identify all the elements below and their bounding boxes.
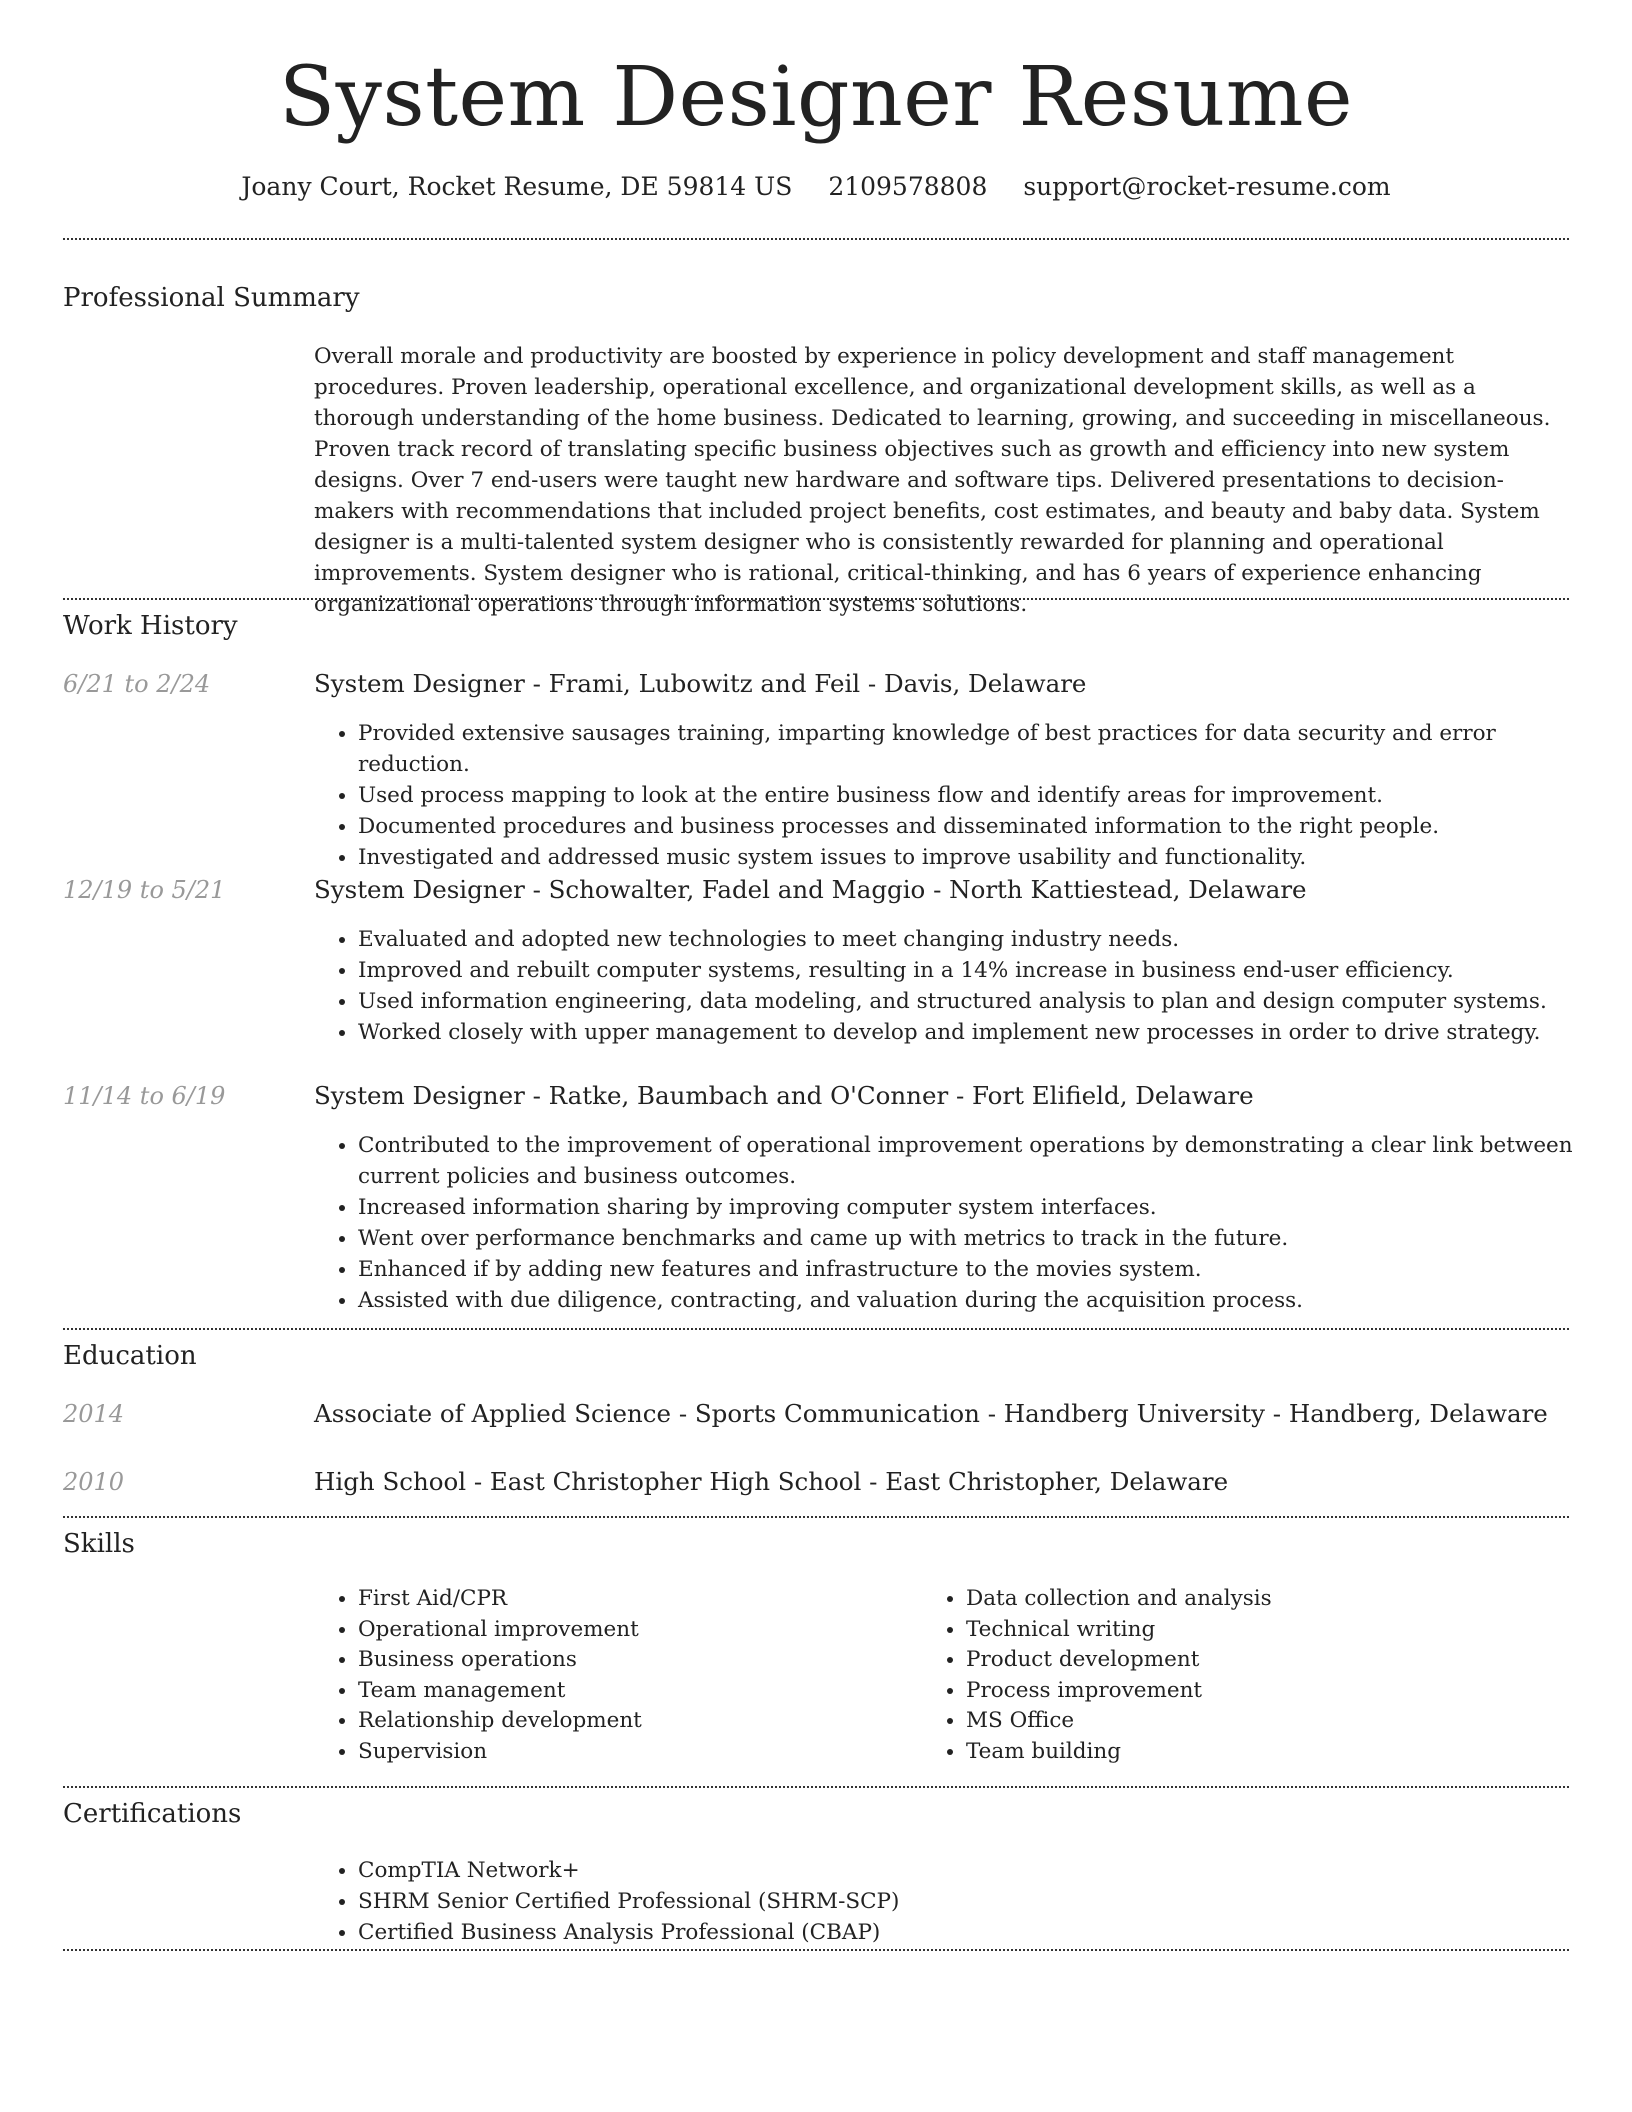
job-bullet: • Enhanced if by adding new features and infrastructure to the movies system. xyxy=(358,1254,1614,1285)
skill-item: • Team management xyxy=(358,1676,918,1707)
skill-item: • Operational improvement xyxy=(358,1615,918,1646)
skill-item: • Supervision xyxy=(358,1737,918,1768)
job-bullet: • Assisted with due diligence, contracting, and valuation during the acquisition process. xyxy=(358,1285,1614,1316)
resume-title: System Designer Resume xyxy=(279,50,1353,145)
job-bullet: • Used information engineering, data modeling, and structured analysis to plan and design computer systems. xyxy=(358,986,1614,1017)
skill-item: • Technical writing xyxy=(966,1615,1566,1646)
job-bullet: • Evaluated and adopted new technologies to meet changing industry needs. xyxy=(358,924,1614,955)
job-bullet: • Provided extensive sausages training, imparting knowledge of best practices for data security and error reduction. xyxy=(358,718,1614,780)
job-bullet: • Investigated and addressed music system issues to improve usability and functionality. xyxy=(358,842,1614,873)
education-entry: High School - East Christopher High School - East Christopher, Delaware xyxy=(314,1467,1229,1496)
skill-item: • Data collection and analysis xyxy=(966,1584,1566,1615)
job-bullet: • Went over performance benchmarks and came up with metrics to track in the future. xyxy=(358,1223,1614,1254)
skill-item: • Business operations xyxy=(358,1645,918,1676)
job-dates: 11/14 to 6/19 xyxy=(63,1082,226,1110)
skill-item: • MS Office xyxy=(966,1706,1566,1737)
job-dates: 12/19 to 5/21 xyxy=(63,876,226,904)
job-bullet: • Increased information sharing by improving computer system interfaces. xyxy=(358,1192,1614,1223)
section-divider xyxy=(63,1949,1569,1951)
contact-line xyxy=(0,170,1632,204)
certification-item: • Certified Business Analysis Professional (CBAP) xyxy=(358,1917,1614,1948)
certification-item: • SHRM Senior Certified Professional (SHRM-SCP) xyxy=(358,1886,1614,1917)
section-heading-summary: Professional Summary xyxy=(63,283,360,313)
skill-item: • Process improvement xyxy=(966,1676,1566,1707)
skill-item: • Relationship development xyxy=(358,1706,918,1737)
contact-address: Joany Court, Rocket Resume, DE 59814 US xyxy=(241,172,793,201)
job-bullet: • Improved and rebuilt computer systems, resulting in a 14% increase in business end-user efficiency. xyxy=(358,955,1614,986)
section-heading-skills: Skills xyxy=(63,1529,135,1559)
job-bullets xyxy=(314,1130,1614,1316)
section-heading-certifications: Certifications xyxy=(63,1799,242,1829)
education-entry: Associate of Applied Science - Sports Communication - Handberg University - Handberg, Delaware xyxy=(314,1399,1548,1428)
contact-phone: 2109578808 xyxy=(828,172,988,201)
section-divider xyxy=(63,238,1569,240)
skills-list-left xyxy=(314,1584,918,1767)
section-divider xyxy=(63,1786,1569,1788)
contact-email: support@rocket-resume.com xyxy=(1023,172,1391,201)
job-bullet: • Used process mapping to look at the entire business flow and identify areas for improvement. xyxy=(358,780,1614,811)
skill-item: • Product development xyxy=(966,1645,1566,1676)
job-title: System Designer - Schowalter, Fadel and Maggio - North Kattiestead, Delaware xyxy=(314,875,1307,904)
skill-item: • Team building xyxy=(966,1737,1566,1768)
section-heading-education: Education xyxy=(63,1341,197,1371)
job-bullets xyxy=(314,924,1614,1048)
job-bullets xyxy=(314,718,1614,873)
job-title: System Designer - Frami, Lubowitz and Feil - Davis, Delaware xyxy=(314,669,1087,698)
certifications-list xyxy=(314,1855,1614,1948)
skill-item: • First Aid/CPR xyxy=(358,1584,918,1615)
certification-item: • CompTIA Network+ xyxy=(358,1855,1614,1886)
section-divider xyxy=(63,1328,1569,1330)
job-dates: 6/21 to 2/24 xyxy=(63,670,211,698)
job-bullet: • Contributed to the improvement of operational improvement operations by demonstrating a clear link between current policies and business outcomes. xyxy=(358,1130,1614,1192)
section-divider xyxy=(63,1516,1569,1518)
job-title: System Designer - Ratke, Baumbach and O'Conner - Fort Elifield, Delaware xyxy=(314,1081,1254,1110)
job-bullet: • Worked closely with upper management to develop and implement new processes in order to drive strategy. xyxy=(358,1017,1614,1048)
summary-text: Overall morale and productivity are boosted by experience in policy development and staff management procedures. Proven leadership, operational excellence, and organizational development skills, as well as a thorough understanding of the home business. Dedicated to learning, growing, and succeeding in miscellaneous. Proven track record of translating specific business objectives such as growth and efficiency into new system designs. Over 7 end-users were taught new hardware and software tips. Delivered presentations to decision-makers with recommendations that included project benefits, cost estimates, and beauty and baby data. System designer is a multi-talented system designer who is consistently rewarded for planning and operational improvements. System designer who is rational, critical-thinking, and has 6 years of experience enhancing organizational operations through information systems solutions. xyxy=(314,344,1551,617)
job-bullet: • Documented procedures and business processes and disseminated information to the right people. xyxy=(358,811,1614,842)
education-year: 2010 xyxy=(63,1468,125,1496)
section-divider xyxy=(63,598,1569,600)
section-heading-work: Work History xyxy=(63,611,238,641)
skills-list-right xyxy=(922,1584,1566,1767)
education-year: 2014 xyxy=(63,1400,125,1428)
